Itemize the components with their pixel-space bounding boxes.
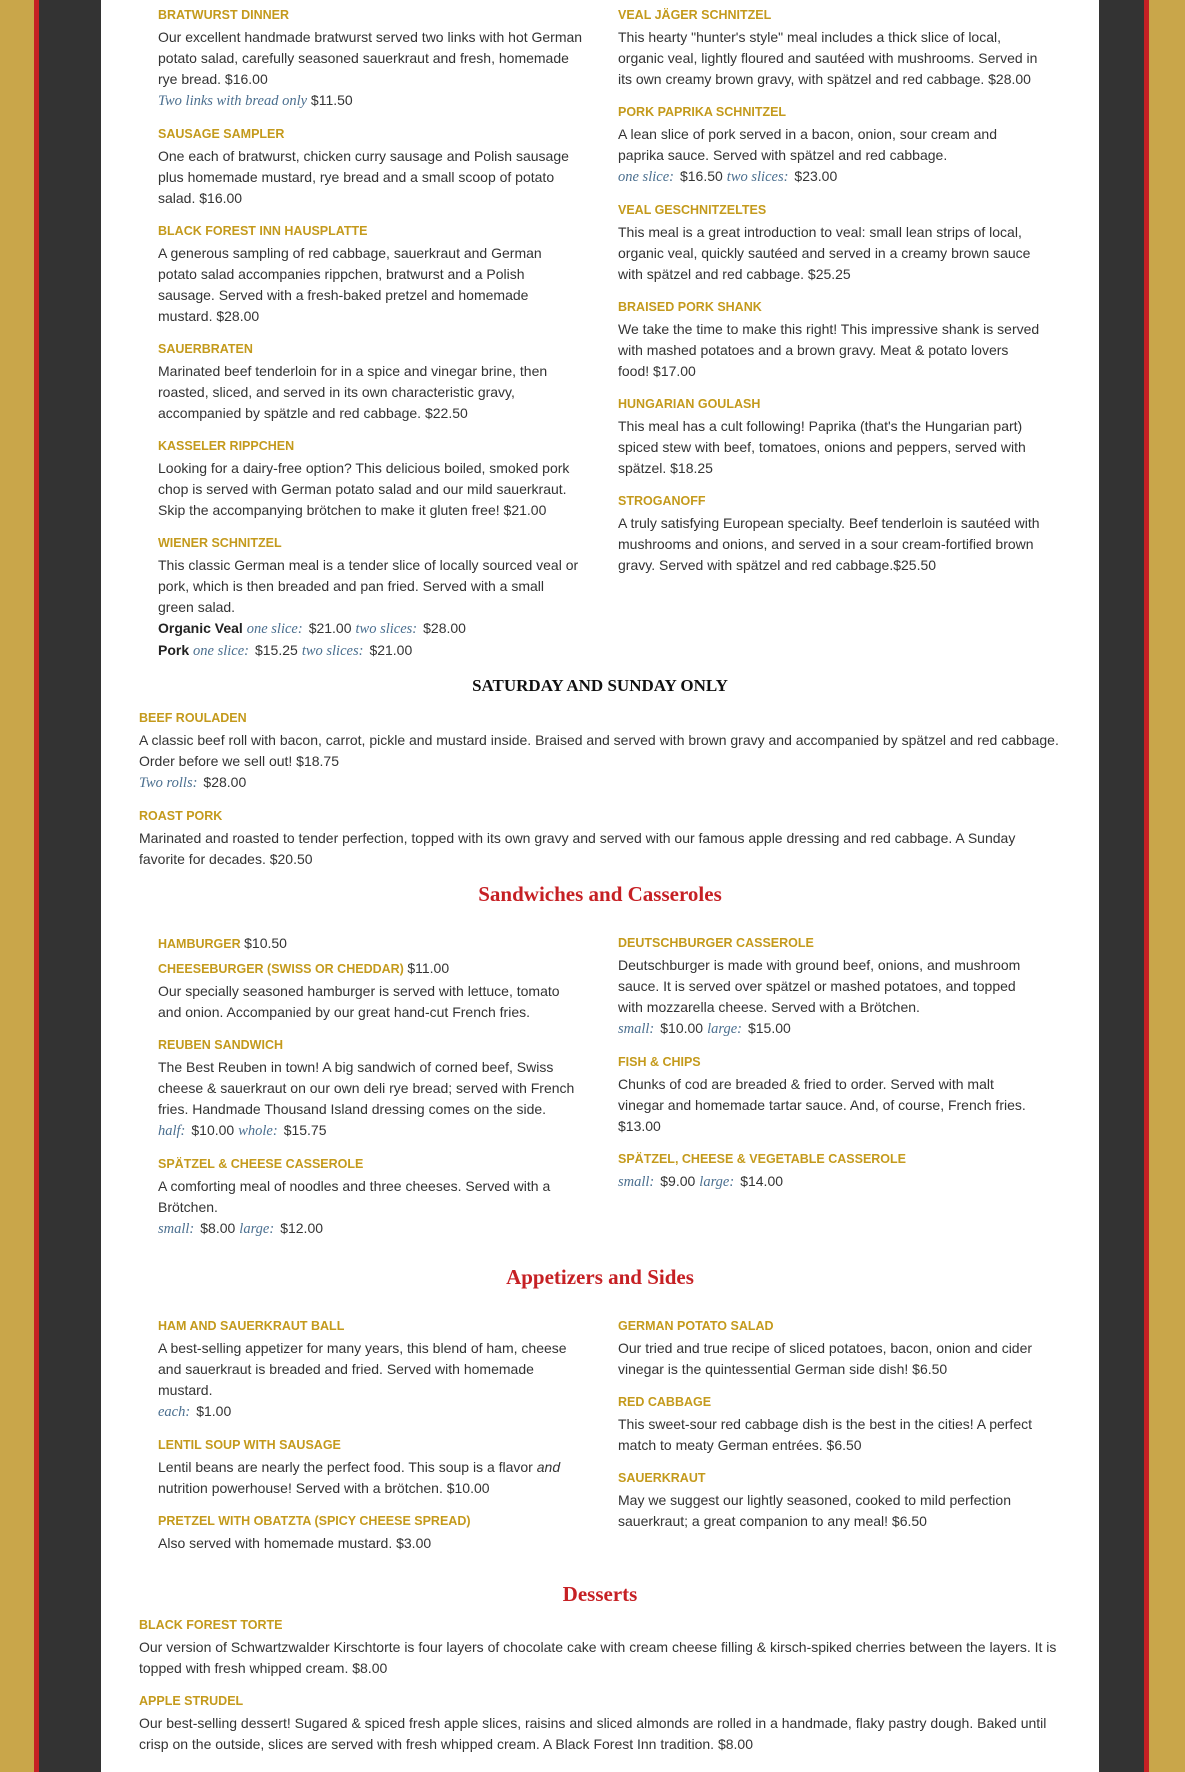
sandwiches-left-column: [158, 935, 583, 1254]
menu-item-hausplatte: [158, 223, 583, 327]
item-name: SAUERBRATEN: [158, 342, 253, 356]
option-label: small:: [618, 1021, 655, 1037]
item-name: BRAISED PORK SHANK: [618, 300, 762, 314]
item-description: Our excellent handmade bratwurst served two links with hot German potato salad, carefully seasoned sauerkraut and fresh, homemade rye bread. $16.00: [158, 29, 583, 87]
appetizers-right-column: [618, 1318, 1043, 1546]
item-description: Marinated beef tenderloin for in a spice and vinegar brine, then roasted, sliced, and served in its own characteristic gravy, accompanied by spätzle and red cabbage. $22.50: [158, 363, 548, 421]
appetizers-section-title: Appetizers and Sides: [506, 1265, 694, 1289]
weekend-items: [139, 710, 1064, 884]
item-description: This meal is a great introduction to veal: small lean strips of local, organic veal, quickly sautéed and served in a creamy brown sauce with spätzel and red cabbage. $25.25: [618, 224, 1031, 282]
item-name: WIENER SCHNITZEL: [158, 536, 282, 550]
item-option: [158, 90, 583, 112]
menu-item-german-potato-salad: [618, 1318, 1043, 1380]
item-name: HAM AND SAUERKRAUT BALL: [158, 1319, 345, 1333]
sandwiches-right-column: [618, 935, 1043, 1207]
option-label: one slice:: [246, 621, 303, 637]
item-name: FISH & CHIPS: [618, 1055, 701, 1069]
option-price: $15.25: [254, 642, 298, 658]
item-name: SPÄTZEL, CHEESE & VEGETABLE CASSEROLE: [618, 1152, 907, 1166]
menu-item-bratwurst-dinner: [158, 7, 583, 112]
option-price: $12.00: [280, 1220, 324, 1236]
item-name: BEEF ROULADEN: [139, 711, 247, 725]
option-price: $28.00: [203, 774, 247, 790]
item-option-veal: [158, 618, 583, 640]
item-description: A classic beef roll with bacon, carrot, pickle and mustard inside. Braised and served with brown gravy and accompanied by spätzel and red cabbage. Order before we sell out! $18.75: [139, 732, 1059, 769]
option-price: $8.00: [200, 1220, 236, 1236]
option-label: large:: [707, 1021, 742, 1037]
option-label: Two links with bread only: [158, 93, 308, 109]
item-description: Deutschburger is made with ground beef, onions, and mushroom sauce. It is served over spätzel or mashed potatoes, and topped with mozzarella cheese. Served with a Brötchen.: [618, 957, 1021, 1015]
option-price: $1.00: [196, 1403, 232, 1419]
item-option-pork: [158, 640, 583, 662]
menu-item-hungarian-goulash: [618, 396, 1043, 479]
option-price: $16.50: [679, 168, 723, 184]
item-description: A best-selling appetizer for many years, this blend of ham, cheese and sauerkraut is breaded and fried. Served with homemade mustard.: [158, 1340, 567, 1398]
item-name: SAUERKRAUT: [618, 1471, 706, 1485]
item-description: The Best Reuben in town! A big sandwich of corned beef, Swiss cheese & sauerkraut on our own deli rye bread; served with French fries. Handmade Thousand Island dressing comes on the side.: [158, 1059, 575, 1117]
item-description: This sweet-sour red cabbage dish is the best in the cities! A perfect match to meaty German entrées. $6.50: [618, 1416, 1032, 1453]
item-name: PRETZEL WITH OBATZTA (SPICY CHEESE SPREAD): [158, 1514, 471, 1528]
item-description: One each of bratwurst, chicken curry sausage and Polish sausage plus homemade mustard, rye bread and a small scoop of potato salad. $16.00: [158, 148, 569, 206]
option-meat-label: Pork: [158, 642, 190, 658]
menu-item-stroganoff: [618, 493, 1043, 576]
item-description: A truly satisfying European specialty. Beef tenderloin is sautéed with mushrooms and onions, and served in a sour cream-fortified brown gravy. Served with spätzel and red cabbage.$25.50: [618, 515, 1040, 573]
item-option: [618, 1171, 1043, 1193]
option-price: $15.75: [283, 1122, 327, 1138]
item-name: LENTIL SOUP WITH SAUSAGE: [158, 1438, 341, 1452]
item-option: [158, 1218, 583, 1240]
sandwiches-section-title: Sandwiches and Casseroles: [478, 882, 722, 906]
option-label: whole:: [238, 1123, 278, 1139]
dinners-right-column: [618, 7, 1043, 590]
menu-item-roast-pork: [139, 808, 1064, 870]
item-name: KASSELER RIPPCHEN: [158, 439, 295, 453]
item-description: This classic German meal is a tender slice of locally sourced veal or pork, which is then breaded and pan fried. Served with a small green salad.: [158, 557, 579, 615]
menu-item-sausage-sampler: [158, 126, 583, 209]
item-name: GERMAN POTATO SALAD: [618, 1319, 774, 1333]
menu-item-cheeseburger: [158, 960, 583, 1023]
menu-item-hamburger: [158, 935, 583, 952]
description-text: Lentil beans are nearly the perfect food. This soup is a flavor: [158, 1459, 537, 1475]
item-description: This hearty "hunter's style" meal includes a thick slice of local, organic veal, lightly floured and sautéed with mushrooms. Served in its own creamy brown gravy, with spätzel and red cabbage. $28.00: [618, 29, 1038, 87]
item-name: BLACK FOREST INN HAUSPLATTE: [158, 224, 368, 238]
option-label: two slices:: [301, 643, 364, 659]
option-price: $10.00: [660, 1020, 704, 1036]
option-price: $11.50: [310, 92, 353, 108]
appetizers-left-column: [158, 1318, 583, 1568]
item-name: RED CABBAGE: [618, 1395, 712, 1409]
item-description: A lean slice of pork served in a bacon, onion, sour cream and paprika sauce. Served with spätzel and red cabbage.: [618, 126, 997, 163]
item-option: [158, 1401, 583, 1423]
item-description: [158, 1457, 583, 1499]
option-price: $15.00: [747, 1020, 791, 1036]
menu-item-red-cabbage: [618, 1394, 1043, 1456]
item-name: HUNGARIAN GOULASH: [618, 397, 761, 411]
description-emphasis: and: [536, 1459, 561, 1475]
menu-item-lentil-soup: [158, 1437, 583, 1499]
item-name: BRATWURST DINNER: [158, 8, 290, 22]
menu-item-kasseler-rippchen: [158, 438, 583, 521]
option-label: two slices:: [726, 169, 789, 185]
desserts-items: [139, 1617, 1064, 1769]
item-option: [618, 1018, 1043, 1040]
option-meat-label: Organic Veal: [158, 620, 243, 636]
option-label: small:: [618, 1174, 655, 1190]
item-description: Marinated and roasted to tender perfection, topped with its own gravy and served with our famous apple dressing and red cabbage. A Sunday favorite for decades. $20.50: [139, 830, 1016, 867]
option-label: half:: [158, 1123, 186, 1139]
item-name: REUBEN SANDWICH: [158, 1038, 283, 1052]
item-description: We take the time to make this right! This impressive shank is served with mashed potatoes and a brown gravy. Meat & potato lovers food! $17.00: [618, 321, 1040, 379]
menu-item-apple-strudel: [139, 1693, 1064, 1755]
item-name: APPLE STRUDEL: [139, 1694, 244, 1708]
option-label: small:: [158, 1221, 195, 1237]
item-description: Chunks of cod are breaded & fried to order. Served with malt vinegar and homemade tartar sauce. And, of course, French fries. $13.00: [618, 1076, 1026, 1134]
item-name: HAMBURGER: [158, 937, 241, 951]
option-label: each:: [158, 1404, 191, 1420]
menu-item-beef-rouladen: [139, 710, 1064, 794]
menu-item-pork-paprika-schnitzel: [618, 104, 1043, 188]
menu-item-wiener-schnitzel: [158, 535, 583, 662]
item-name: SPÄTZEL & CHEESE CASSEROLE: [158, 1157, 364, 1171]
option-label: two slices:: [355, 621, 418, 637]
item-description: A generous sampling of red cabbage, sauerkraut and German potato salad accompanies rippchen, bratwurst and a Polish sausage. Served with a fresh-baked pretzel and homemade mustard. $28.00: [158, 245, 542, 324]
menu-item-veal-jager-schnitzel: [618, 7, 1043, 90]
item-name: CHEESEBURGER (SWISS OR CHEDDAR): [158, 962, 404, 976]
menu-item-spatzel-cheese-casserole: [158, 1156, 583, 1240]
option-price: $9.00: [660, 1173, 696, 1189]
item-description: Our tried and true recipe of sliced potatoes, bacon, onion and cider vinegar is the quintessential German side dish! $6.50: [618, 1340, 1033, 1377]
menu-item-veal-geschnitzeltes: [618, 202, 1043, 285]
item-name: PORK PAPRIKA SCHNITZEL: [618, 105, 787, 119]
option-price: $14.00: [740, 1173, 784, 1189]
item-description: Our best-selling dessert! Sugared & spiced fresh apple slices, raisins and sliced almonds are rolled in a handmade, flaky pastry dough. Baked until crisp on the outside, slices are served with fresh whipped cream. A Black Forest Inn tradition. $8.00: [139, 1715, 1047, 1752]
description-text: nutrition powerhouse! Served with a brötchen. $10.00: [158, 1480, 490, 1496]
menu-item-deutschburger-casserole: [618, 935, 1043, 1040]
menu-item-spatzel-vegetable-casserole: [618, 1151, 1043, 1193]
item-name: DEUTSCHBURGER CASSEROLE: [618, 936, 814, 950]
option-price: $10.00: [191, 1122, 235, 1138]
item-price: $10.50: [244, 935, 287, 951]
item-price: $11.00: [407, 960, 450, 976]
weekend-section-title: SATURDAY AND SUNDAY ONLY: [472, 676, 728, 695]
item-description: Also served with homemade mustard. $3.00: [158, 1535, 432, 1551]
item-name: STROGANOFF: [618, 494, 706, 508]
menu-item-braised-pork-shank: [618, 299, 1043, 382]
menu-item-pretzel-obatzta: [158, 1513, 583, 1554]
item-name: ROAST PORK: [139, 809, 223, 823]
option-label: large:: [239, 1221, 275, 1237]
item-name: VEAL JÄGER SCHNITZEL: [618, 8, 772, 22]
item-description: Looking for a dairy-free option? This delicious boiled, smoked pork chop is served with German potato salad and our mild sauerkraut. Skip the accompanying brötchen to make it gluten free! $21.00: [158, 460, 570, 518]
item-description: Our version of Schwartzwalder Kirschtorte is four layers of chocolate cake with cream cheese filling & kirsch-spiked cherries between the layers. It is topped with fresh whipped cream. $8.00: [139, 1639, 1057, 1676]
desserts-section-title: Desserts: [562, 1582, 638, 1606]
option-price: $28.00: [423, 620, 466, 636]
item-description: This meal has a cult following! Paprika (that's the Hungarian part) spiced stew with beef, tomatoes, onions and peppers, served with spätzel. $18.25: [618, 418, 1026, 476]
menu-item-ham-sauerkraut-ball: [158, 1318, 583, 1423]
menu-item-sauerbraten: [158, 341, 583, 424]
item-option: [618, 166, 1043, 188]
option-price: $21.00: [369, 642, 413, 658]
item-description: May we suggest our lightly seasoned, cooked to mild perfection sauerkraut; a great companion to any meal! $6.50: [618, 1492, 1011, 1529]
option-label: one slice:: [618, 169, 674, 185]
item-description: A comforting meal of noodles and three cheeses. Served with a Brötchen.: [158, 1178, 551, 1215]
menu-item-reuben-sandwich: [158, 1037, 583, 1142]
item-name-row: [158, 960, 583, 977]
menu-item-black-forest-torte: [139, 1617, 1064, 1679]
item-name: VEAL GESCHNITZELTES: [618, 203, 767, 217]
item-option: [139, 772, 1064, 794]
menu-item-sauerkraut: [618, 1470, 1043, 1532]
item-description: Our specially seasoned hamburger is served with lettuce, tomato and onion. Accompanied by our great hand-cut French fries.: [158, 983, 560, 1020]
option-label: one slice:: [193, 643, 249, 659]
item-name: SAUSAGE SAMPLER: [158, 127, 285, 141]
item-option: [158, 1120, 583, 1142]
option-label: large:: [699, 1174, 735, 1190]
menu-item-fish-chips: [618, 1054, 1043, 1137]
dinners-left-column: [158, 7, 583, 676]
item-name: BLACK FOREST TORTE: [139, 1618, 283, 1632]
option-price: $23.00: [794, 168, 838, 184]
option-price: $21.00: [308, 620, 352, 636]
option-label: Two rolls:: [139, 775, 198, 791]
